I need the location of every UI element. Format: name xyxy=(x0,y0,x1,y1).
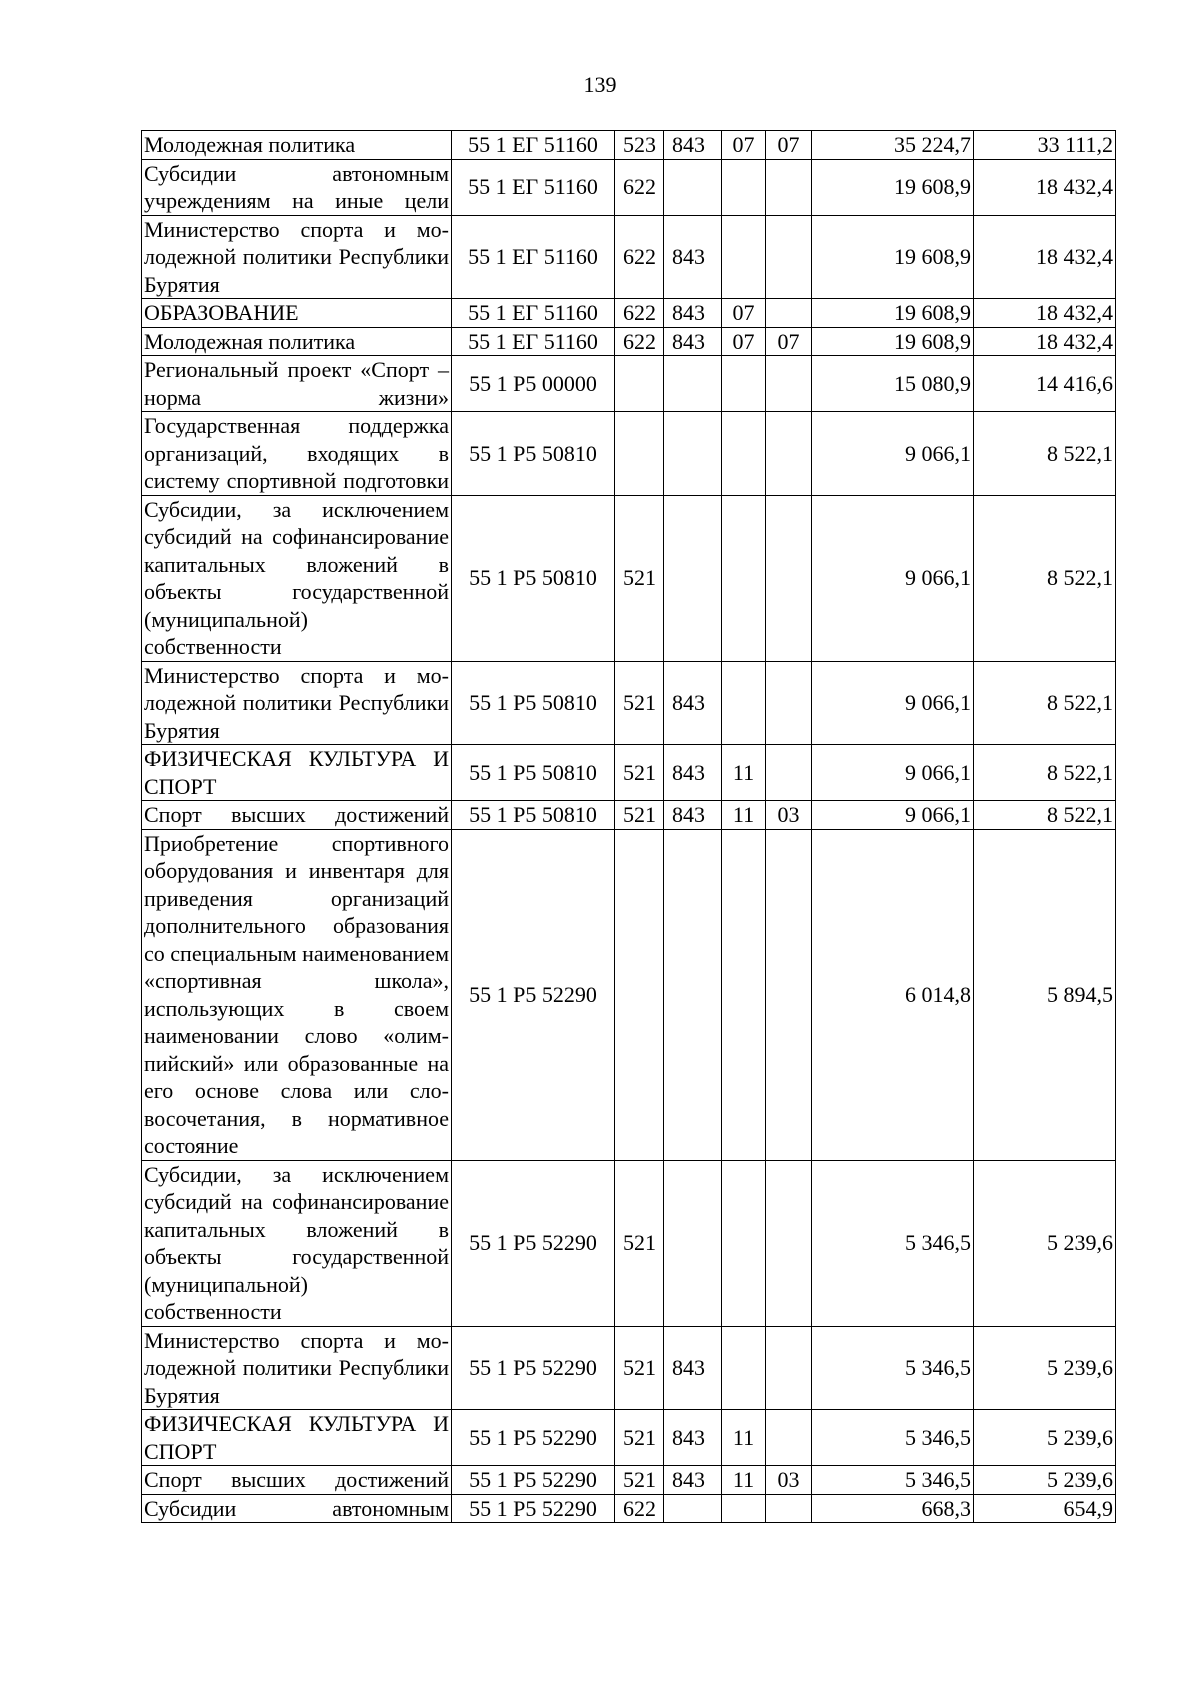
row-grbs-cell: 843 xyxy=(664,299,722,328)
row-name-cell: Региональный проект «Спорт – норма жизни» xyxy=(142,356,452,412)
row-vr-cell: 521 xyxy=(615,1466,664,1495)
row-grbs-cell: 843 xyxy=(664,801,722,830)
row-csr-cell: 55 1 P5 52290 xyxy=(452,1494,615,1523)
table-row xyxy=(142,1410,1116,1466)
row-rz-cell xyxy=(722,356,766,412)
row-vr-cell: 521 xyxy=(615,1410,664,1466)
table-row xyxy=(142,131,1116,160)
row-rz-cell xyxy=(722,159,766,215)
table-row xyxy=(142,159,1116,215)
row-pr-cell: 03 xyxy=(766,801,812,830)
row-value-1-cell: 9 066,1 xyxy=(812,745,974,801)
row-pr-cell xyxy=(766,829,812,1160)
row-vr-cell: 521 xyxy=(615,1326,664,1410)
row-csr-cell: 55 1 P5 00000 xyxy=(452,356,615,412)
table-row xyxy=(142,661,1116,745)
table-row xyxy=(142,745,1116,801)
row-csr-cell: 55 1 P5 50810 xyxy=(452,801,615,830)
row-grbs-cell xyxy=(664,1160,722,1326)
row-rz-cell xyxy=(722,829,766,1160)
row-vr-cell: 523 xyxy=(615,131,664,160)
row-vr-cell: 521 xyxy=(615,1160,664,1326)
row-value-2-cell: 18 432,4 xyxy=(974,299,1116,328)
row-name-cell: Спорт высших достижений xyxy=(142,801,452,830)
row-vr-cell xyxy=(615,829,664,1160)
table-row xyxy=(142,215,1116,299)
row-grbs-cell: 843 xyxy=(664,327,722,356)
row-rz-cell xyxy=(722,215,766,299)
row-grbs-cell: 843 xyxy=(664,215,722,299)
table-row xyxy=(142,327,1116,356)
row-value-1-cell: 5 346,5 xyxy=(812,1410,974,1466)
row-csr-cell: 55 1 P5 52290 xyxy=(452,1160,615,1326)
row-csr-cell: 55 1 ЕГ 51160 xyxy=(452,327,615,356)
row-rz-cell xyxy=(722,1326,766,1410)
row-vr-cell: 521 xyxy=(615,745,664,801)
row-value-2-cell: 18 432,4 xyxy=(974,159,1116,215)
row-pr-cell xyxy=(766,1160,812,1326)
row-name-cell: Министерство спорта и молодежной политики Республики Бурятия xyxy=(142,215,452,299)
row-value-2-cell: 5 894,5 xyxy=(974,829,1116,1160)
row-csr-cell: 55 1 P5 50810 xyxy=(452,745,615,801)
row-name-cell: Субсидии автономным учреждениям на иные цели xyxy=(142,159,452,215)
row-vr-cell xyxy=(615,356,664,412)
row-value-2-cell: 18 432,4 xyxy=(974,327,1116,356)
row-value-1-cell: 9 066,1 xyxy=(812,801,974,830)
row-name-cell: Субсидии автономным xyxy=(142,1494,452,1523)
row-csr-cell: 55 1 ЕГ 51160 xyxy=(452,131,615,160)
table-row xyxy=(142,1160,1116,1326)
row-value-2-cell: 654,9 xyxy=(974,1494,1116,1523)
row-pr-cell xyxy=(766,1326,812,1410)
row-pr-cell xyxy=(766,215,812,299)
table-row xyxy=(142,801,1116,830)
table-row xyxy=(142,1326,1116,1410)
row-pr-cell: 07 xyxy=(766,131,812,160)
row-vr-cell: 521 xyxy=(615,661,664,745)
row-value-1-cell: 6 014,8 xyxy=(812,829,974,1160)
row-name-cell: Министерство спорта и молодежной политики Республики Бурятия xyxy=(142,661,452,745)
row-rz-cell xyxy=(722,661,766,745)
row-value-1-cell: 35 224,7 xyxy=(812,131,974,160)
table-row xyxy=(142,829,1116,1160)
row-grbs-cell xyxy=(664,412,722,496)
row-value-2-cell: 8 522,1 xyxy=(974,495,1116,661)
row-pr-cell xyxy=(766,159,812,215)
row-grbs-cell xyxy=(664,829,722,1160)
row-grbs-cell: 843 xyxy=(664,1410,722,1466)
row-name-cell: Министерство спорта и молодежной политики Республики Бурятия xyxy=(142,1326,452,1410)
row-value-1-cell: 15 080,9 xyxy=(812,356,974,412)
row-grbs-cell xyxy=(664,356,722,412)
row-vr-cell: 622 xyxy=(615,159,664,215)
page-number: 139 xyxy=(583,72,617,97)
row-name-cell: Субсидии, за исключением субсидий на софинансирование капитальных вложений в объекты государственной (муниципальной) собственности xyxy=(142,495,452,661)
table-row xyxy=(142,356,1116,412)
row-value-1-cell: 5 346,5 xyxy=(812,1326,974,1410)
row-rz-cell: 11 xyxy=(722,801,766,830)
row-pr-cell xyxy=(766,412,812,496)
row-csr-cell: 55 1 P5 52290 xyxy=(452,1326,615,1410)
row-rz-cell: 07 xyxy=(722,131,766,160)
row-name-cell: ФИЗИЧЕСКАЯ КУЛЬТУРА И СПОРТ xyxy=(142,745,452,801)
row-value-1-cell: 9 066,1 xyxy=(812,661,974,745)
row-value-1-cell: 9 066,1 xyxy=(812,412,974,496)
row-name-cell: Молодежная политика xyxy=(142,131,452,160)
row-csr-cell: 55 1 ЕГ 51160 xyxy=(452,215,615,299)
row-pr-cell: 07 xyxy=(766,327,812,356)
row-value-2-cell: 8 522,1 xyxy=(974,412,1116,496)
row-rz-cell xyxy=(722,1494,766,1523)
row-csr-cell: 55 1 P5 52290 xyxy=(452,1410,615,1466)
row-pr-cell xyxy=(766,299,812,328)
row-csr-cell: 55 1 P5 50810 xyxy=(452,661,615,745)
row-grbs-cell: 843 xyxy=(664,661,722,745)
table-row xyxy=(142,299,1116,328)
row-grbs-cell: 843 xyxy=(664,1466,722,1495)
row-value-1-cell: 19 608,9 xyxy=(812,159,974,215)
row-value-2-cell: 5 239,6 xyxy=(974,1410,1116,1466)
row-vr-cell: 622 xyxy=(615,215,664,299)
row-grbs-cell: 843 xyxy=(664,1326,722,1410)
row-rz-cell xyxy=(722,495,766,661)
row-csr-cell: 55 1 ЕГ 51160 xyxy=(452,159,615,215)
row-value-2-cell: 8 522,1 xyxy=(974,661,1116,745)
row-name-cell: Государственная поддержка организаций, входящих в систему спортивной подготовки xyxy=(142,412,452,496)
row-value-1-cell: 5 346,5 xyxy=(812,1466,974,1495)
row-value-2-cell: 33 111,2 xyxy=(974,131,1116,160)
row-value-2-cell: 8 522,1 xyxy=(974,745,1116,801)
row-vr-cell: 622 xyxy=(615,327,664,356)
row-pr-cell xyxy=(766,1410,812,1466)
row-vr-cell xyxy=(615,412,664,496)
row-csr-cell: 55 1 P5 52290 xyxy=(452,1466,615,1495)
row-rz-cell: 11 xyxy=(722,1410,766,1466)
row-vr-cell: 622 xyxy=(615,1494,664,1523)
row-value-1-cell: 9 066,1 xyxy=(812,495,974,661)
table-body xyxy=(142,131,1116,1523)
table-row xyxy=(142,412,1116,496)
row-vr-cell: 622 xyxy=(615,299,664,328)
row-value-2-cell: 14 416,6 xyxy=(974,356,1116,412)
row-pr-cell xyxy=(766,495,812,661)
row-rz-cell: 11 xyxy=(722,745,766,801)
row-vr-cell: 521 xyxy=(615,801,664,830)
row-name-cell: ОБРАЗОВАНИЕ xyxy=(142,299,452,328)
table-row xyxy=(142,1466,1116,1495)
row-rz-cell: 07 xyxy=(722,327,766,356)
row-value-1-cell: 19 608,9 xyxy=(812,327,974,356)
row-rz-cell: 11 xyxy=(722,1466,766,1495)
row-value-1-cell: 668,3 xyxy=(812,1494,974,1523)
row-grbs-cell: 843 xyxy=(664,131,722,160)
row-value-2-cell: 5 239,6 xyxy=(974,1466,1116,1495)
row-value-2-cell: 5 239,6 xyxy=(974,1160,1116,1326)
row-pr-cell xyxy=(766,1494,812,1523)
row-pr-cell: 03 xyxy=(766,1466,812,1495)
row-name-cell: ФИЗИЧЕСКАЯ КУЛЬТУРА И СПОРТ xyxy=(142,1410,452,1466)
row-rz-cell xyxy=(722,412,766,496)
table-row xyxy=(142,495,1116,661)
table-row xyxy=(142,1494,1116,1523)
row-csr-cell: 55 1 P5 50810 xyxy=(452,412,615,496)
row-grbs-cell: 843 xyxy=(664,745,722,801)
row-vr-cell: 521 xyxy=(615,495,664,661)
row-name-cell: Спорт высших достижений xyxy=(142,1466,452,1495)
budget-table xyxy=(141,130,1116,1523)
row-value-1-cell: 19 608,9 xyxy=(812,215,974,299)
row-name-cell: Молодежная политика xyxy=(142,327,452,356)
row-grbs-cell xyxy=(664,495,722,661)
row-value-1-cell: 19 608,9 xyxy=(812,299,974,328)
row-pr-cell xyxy=(766,745,812,801)
row-csr-cell: 55 1 P5 50810 xyxy=(452,495,615,661)
row-grbs-cell xyxy=(664,1494,722,1523)
row-value-2-cell: 18 432,4 xyxy=(974,215,1116,299)
row-value-2-cell: 8 522,1 xyxy=(974,801,1116,830)
row-value-1-cell: 5 346,5 xyxy=(812,1160,974,1326)
row-value-2-cell: 5 239,6 xyxy=(974,1326,1116,1410)
row-rz-cell: 07 xyxy=(722,299,766,328)
row-csr-cell: 55 1 ЕГ 51160 xyxy=(452,299,615,328)
row-name-cell: Субсидии, за исключением субсидий на софинансирование капитальных вложений в объекты государственной (муниципальной) собственности xyxy=(142,1160,452,1326)
row-name-cell: Приобретение спортивного оборудования и инвентаря для приведения организаций дополнительного образования со специальным наименованием «спортивная школа», использующих в своем наименовании слово «олимпийский» или образованные на его основе слова или словосочетания, в нормативное состояние xyxy=(142,829,452,1160)
row-pr-cell xyxy=(766,661,812,745)
row-rz-cell xyxy=(722,1160,766,1326)
row-pr-cell xyxy=(766,356,812,412)
row-grbs-cell xyxy=(664,159,722,215)
row-csr-cell: 55 1 P5 52290 xyxy=(452,829,615,1160)
